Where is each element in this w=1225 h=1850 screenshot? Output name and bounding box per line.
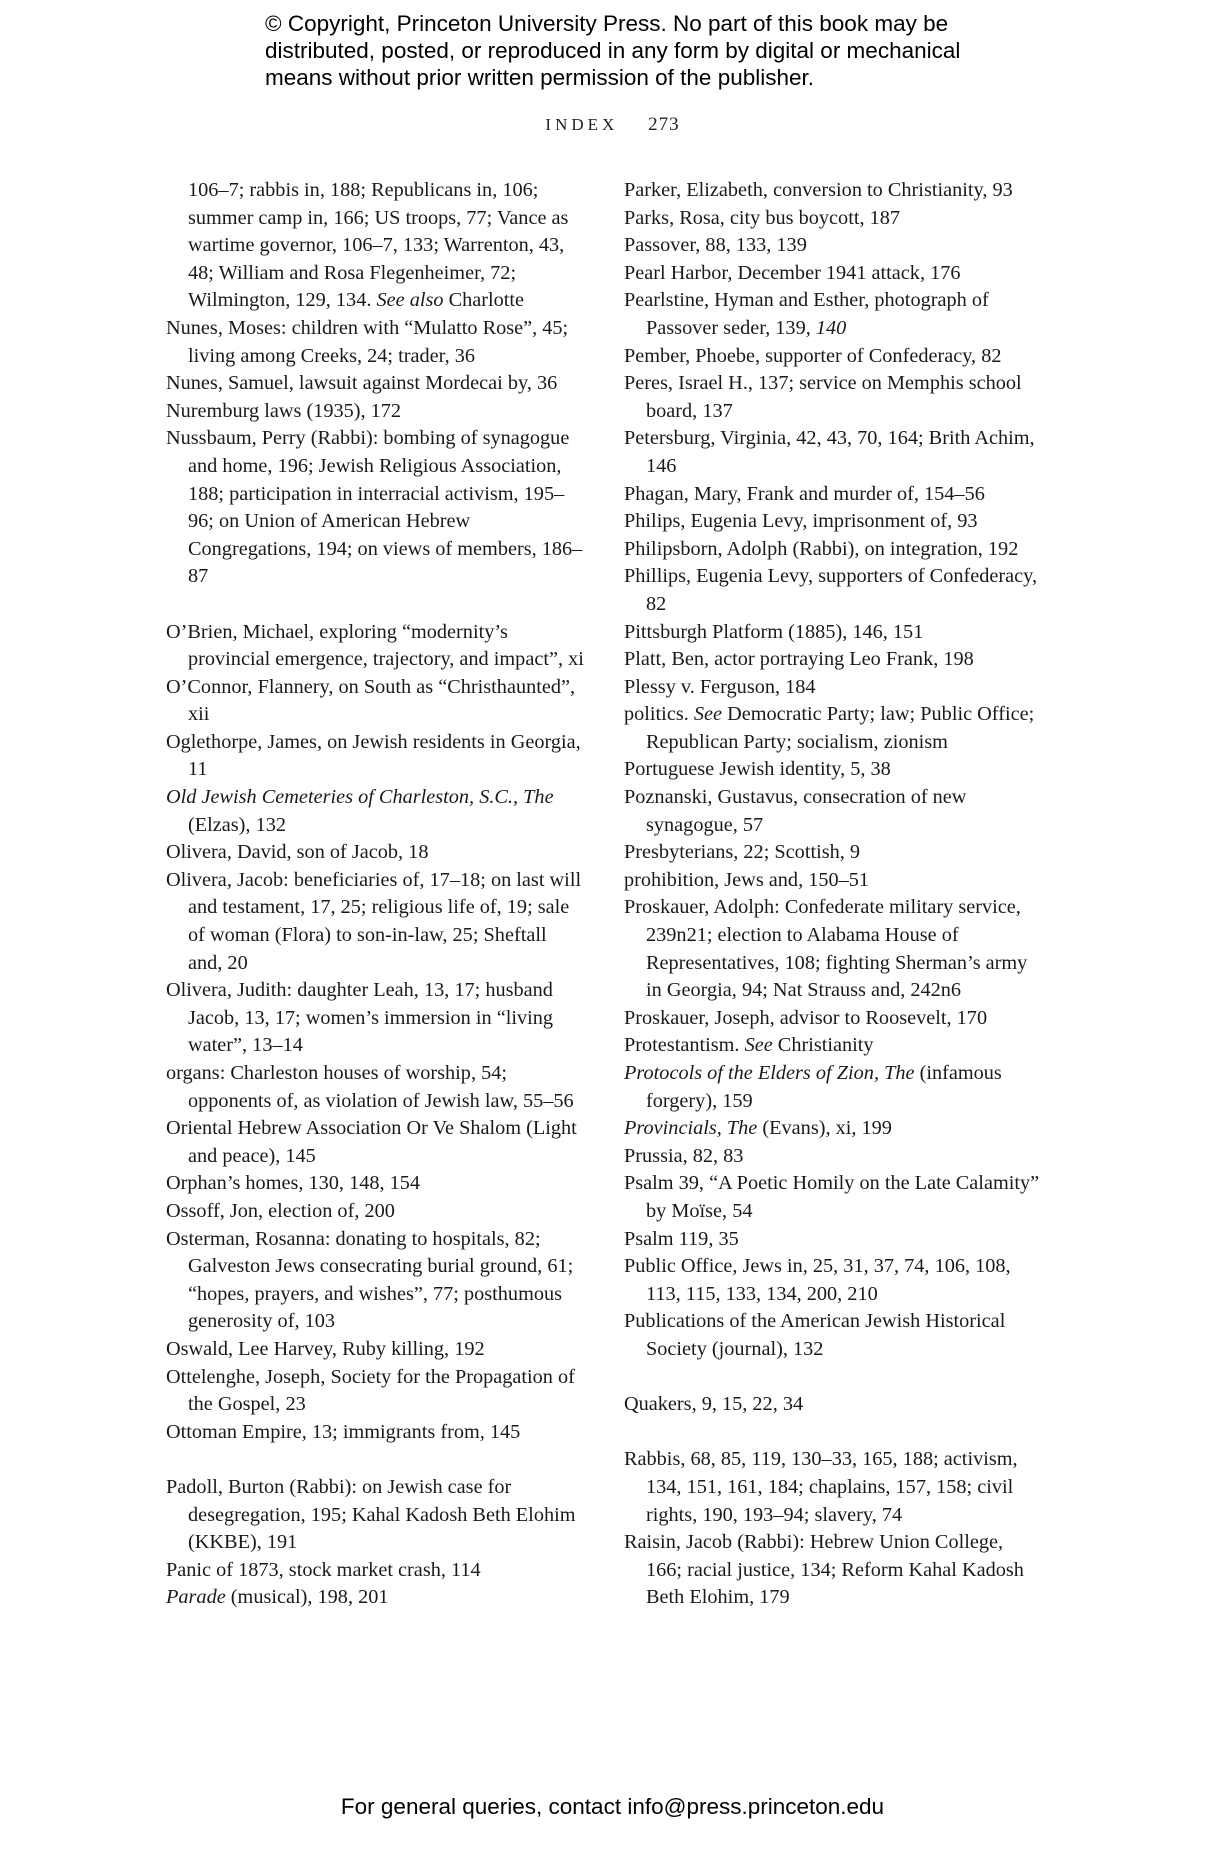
index-entry	[624, 177, 1044, 205]
index-entry-text: Nussbaum, Perry (Rabbi): bombing of synagogue and home, 196; Jewish Religious Association, 188; participation in interracial activism, 195–96; on Union of American Hebrew Congregations, 194; on views of members, 186–87	[166, 427, 583, 588]
index-entry-text: Parks, Rosa, city bus boycott, 187	[624, 206, 901, 229]
index-entry	[624, 260, 1044, 288]
index-entry	[166, 977, 586, 1060]
index-entry-text: Nunes, Samuel, lawsuit against Mordecai by, 36	[166, 372, 558, 395]
index-entry-text: Plessy v. Ferguson, 184	[624, 675, 816, 698]
index-entry	[624, 1529, 1044, 1612]
index-entry-text: O’Connor, Flannery, on South as “Christhaunted”, xii	[166, 675, 576, 726]
index-entry-text: Nuremburg laws (1935), 172	[166, 399, 402, 422]
index-entry-text: 106–7; rabbis in, 188; Republicans in, 106; summer camp in, 166; US troops, 77; Vance as wartime governor, 106–7, 133; Warrenton, 43, 48; William and Rosa Flegenheimer, 72; Wilmington, 129, 134.	[188, 179, 569, 312]
index-entry-text: Pearlstine, Hyman and Esther, photograph of Passover seder, 139,	[624, 289, 989, 339]
index-entry	[624, 1032, 1044, 1060]
index-entry	[624, 784, 1044, 839]
letter-group-gap	[624, 1419, 1044, 1447]
index-entry	[166, 1364, 586, 1419]
index-entry	[624, 1005, 1044, 1033]
index-entry	[624, 674, 1044, 702]
index-entry	[624, 1446, 1044, 1529]
index-entry	[166, 619, 586, 674]
index-entry	[624, 1253, 1044, 1308]
index-entry	[166, 315, 586, 370]
index-entry-text: Osterman, Rosanna: donating to hospitals, 82; Galveston Jews consecrating burial ground, 61; “hopes, prayers, and wishes”, 77; posthumous generosity of, 103	[166, 1227, 574, 1333]
index-entry-text: Phillips, Eugenia Levy, supporters of Confederacy, 82	[624, 565, 1038, 615]
index-entry	[624, 563, 1044, 618]
index-entry	[166, 370, 586, 398]
index-entry-text: prohibition, Jews and, 150–51	[624, 868, 870, 891]
index-entry	[166, 1584, 586, 1612]
index-entry	[624, 205, 1044, 233]
page-number: 273	[648, 114, 680, 135]
index-entry	[166, 1060, 586, 1115]
index-entry-italic-text: 140	[815, 316, 847, 339]
index-entry	[624, 1308, 1044, 1363]
index-entry-text: Platt, Ben, actor portraying Leo Frank, 198	[624, 648, 974, 671]
index-entry-text: Proskauer, Joseph, advisor to Roosevelt, 170	[624, 1006, 988, 1029]
index-entry	[624, 425, 1044, 480]
index-entry-text: Parker, Elizabeth, conversion to Christianity, 93	[624, 179, 1013, 201]
index-entry-text: Proskauer, Adolph: Confederate military service, 239n21; election to Alabama House of Representatives, 108; fighting Sherman’s army in Georgia, 94; Nat Strauss and, 242n6	[624, 896, 1028, 1002]
index-entry	[624, 839, 1044, 867]
index-entry-text: Passover, 88, 133, 139	[624, 234, 807, 257]
index-entry-text: Oswald, Lee Harvey, Ruby killing, 192	[166, 1337, 485, 1360]
index-entry-text: Quakers, 9, 15, 22, 34	[624, 1393, 804, 1416]
index-entry	[166, 839, 586, 867]
index-entry	[166, 1115, 586, 1170]
index-entry	[166, 867, 586, 977]
letter-group-gap	[624, 1364, 1044, 1392]
index-entry	[166, 1474, 586, 1557]
index-entry	[166, 1198, 586, 1226]
index-entry-text: Ottelenghe, Joseph, Society for the Propagation of the Gospel, 23	[166, 1365, 575, 1416]
index-entry-text: Ottoman Empire, 13; immigrants from, 145	[166, 1420, 521, 1443]
index-entry-italic-text: See	[693, 703, 723, 726]
index-entry	[166, 177, 586, 315]
index-entry	[624, 536, 1044, 564]
index-entry-text: (musical), 198, 201	[225, 1586, 389, 1609]
index-entry	[166, 1226, 586, 1336]
index-entry-text: Ossoff, Jon, election of, 200	[166, 1199, 395, 1222]
footer-contact: For general queries, contact info@press.princeton.edu	[340, 1794, 885, 1819]
index-entry	[624, 1170, 1044, 1225]
index-entry	[624, 1060, 1044, 1115]
index-entry-text: Presbyterians, 22; Scottish, 9	[624, 841, 861, 864]
index-entry-text: Olivera, David, son of Jacob, 18	[166, 841, 429, 864]
index-entry-text: Charlotte	[443, 289, 525, 312]
index-entry-text: Olivera, Jacob: beneficiaries of, 17–18; on last will and testament, 17, 25; religious life of, 19; sale of woman (Flora) to son-in-law, 25; Sheftall and, 20	[166, 868, 582, 974]
index-entry-text: Psalm 119, 35	[624, 1227, 739, 1250]
index-entry-italic-text: See	[744, 1034, 773, 1057]
index-entry-text: Philips, Eugenia Levy, imprisonment of, 93	[624, 510, 978, 533]
index-entry	[624, 1226, 1044, 1254]
index-entry-text: (Evans), xi, 199	[757, 1117, 892, 1140]
index-entry-italic-text: Protocols of the Elders of Zion, The	[624, 1062, 915, 1084]
index-entry	[166, 674, 586, 729]
index-entry-text: Pittsburgh Platform (1885), 146, 151	[624, 620, 924, 643]
index-entry	[166, 1336, 586, 1364]
index-entry	[624, 867, 1044, 895]
index-entry	[624, 1143, 1044, 1171]
index-entry-text: Psalm 39, “A Poetic Homily on the Late Calamity” by Moïse, 54	[624, 1172, 1040, 1222]
index-entry-italic-text: See also	[376, 289, 444, 312]
index-entry-text: Philipsborn, Adolph (Rabbi), on integration, 192	[624, 537, 1019, 560]
index-entry-italic-text: Parade	[166, 1586, 226, 1609]
index-entry	[624, 232, 1044, 260]
index-entry	[624, 894, 1044, 1004]
index-entry-text: Petersburg, Virginia, 42, 43, 70, 164; Brith Achim, 146	[624, 427, 1035, 477]
index-entry-text: organs: Charleston houses of worship, 54; opponents of, as violation of Jewish law, 55–56	[166, 1062, 574, 1112]
index-entry-text: Democratic Party; law; Public Office; Republican Party; socialism, zionism	[646, 703, 1035, 753]
index-entry-italic-text: Provincials, The	[624, 1117, 758, 1140]
index-column-left	[166, 177, 586, 1612]
index-entry	[166, 1170, 586, 1198]
index-entry-italic-text: Old Jewish Cemeteries of Charleston, S.C., The	[166, 786, 554, 809]
index-entry-text: Padoll, Burton (Rabbi): on Jewish case for desegregation, 195; Kahal Kadosh Beth Elohim (KKBE), 191	[166, 1475, 576, 1554]
index-entry-text: Raisin, Jacob (Rabbi): Hebrew Union College, 166; racial justice, 134; Reform Kahal Kadosh Beth Elohim, 179	[624, 1531, 1024, 1609]
index-entry-text: (Elzas), 132	[188, 813, 286, 836]
index-entry-text: Protestantism.	[624, 1034, 745, 1057]
index-entry	[166, 425, 586, 591]
index-entry	[166, 1557, 586, 1585]
index-entry-text: Christianity	[772, 1034, 874, 1057]
index-entry-text: Oriental Hebrew Association Or Ve Shalom (Light and peace), 145	[166, 1117, 577, 1167]
index-entry-text: Pember, Phoebe, supporter of Confederacy, 82	[624, 344, 1002, 367]
index-entry-text: Nunes, Moses: children with “Mulatto Rose”, 45; living among Creeks, 24; trader, 36	[166, 316, 569, 367]
index-entry	[624, 1115, 1044, 1143]
index-entry	[624, 619, 1044, 647]
index-entry-text: (infamous forgery), 159	[646, 1062, 1002, 1112]
index-entry	[624, 343, 1044, 371]
index-entry	[166, 784, 586, 839]
index-entry	[166, 1419, 586, 1447]
index-entry-text: Oglethorpe, James, on Jewish residents in Georgia, 11	[166, 730, 581, 781]
copyright-notice: © Copyright, Princeton University Press. No part of this book may be distributed, posted, or reproduced in any form by digital or mechanical means without prior written permission of the publisher.	[265, 11, 961, 90]
letter-group-gap	[166, 1446, 586, 1474]
index-entry-text: O’Brien, Michael, exploring “modernity’s provincial emergence, trajectory, and impact”, xi	[166, 620, 584, 671]
index-entry-text: Orphan’s homes, 130, 148, 154	[166, 1172, 421, 1195]
running-head-label: INDEX	[545, 115, 619, 134]
index-entry-text: Poznanski, Gustavus, consecration of new synagogue, 57	[624, 786, 967, 836]
index-entry-text: Phagan, Mary, Frank and murder of, 154–56	[624, 482, 985, 505]
index-entry-text: Pearl Harbor, December 1941 attack, 176	[624, 261, 961, 284]
index-entry-text: Public Office, Jews in, 25, 31, 37, 74, 106, 108, 113, 115, 133, 134, 200, 210	[624, 1255, 1011, 1305]
index-entry	[624, 287, 1044, 342]
index-entry-text: politics.	[624, 703, 694, 726]
index-entry	[166, 398, 586, 426]
index-entry	[624, 701, 1044, 756]
index-entry-text: Peres, Israel H., 137; service on Memphis school board, 137	[624, 372, 1022, 422]
index-entry-text: Prussia, 82, 83	[624, 1144, 744, 1167]
index-entry-text: Portuguese Jewish identity, 5, 38	[624, 758, 891, 781]
index-entry-text: Panic of 1873, stock market crash, 114	[166, 1558, 481, 1581]
index-entry	[624, 508, 1044, 536]
index-entry	[624, 646, 1044, 674]
index-entry-text: Rabbis, 68, 85, 119, 130–33, 165, 188; activism, 134, 151, 161, 184; chaplains, 157, 158; civil rights, 190, 193–94; slavery, 74	[624, 1448, 1018, 1526]
index-entry	[166, 729, 586, 784]
index-entry-text: Olivera, Judith: daughter Leah, 13, 17; husband Jacob, 13, 17; women’s immersion in “living water”, 13–14	[166, 979, 554, 1057]
index-entry	[624, 370, 1044, 425]
letter-group-gap	[166, 591, 586, 619]
running-head	[0, 114, 1225, 136]
index-entry	[624, 481, 1044, 509]
index-entry	[624, 1391, 1044, 1419]
index-entry-text: Publications of the American Jewish Historical Society (journal), 132	[624, 1310, 1006, 1360]
index-entry	[624, 756, 1044, 784]
index-column-right	[624, 177, 1044, 1612]
